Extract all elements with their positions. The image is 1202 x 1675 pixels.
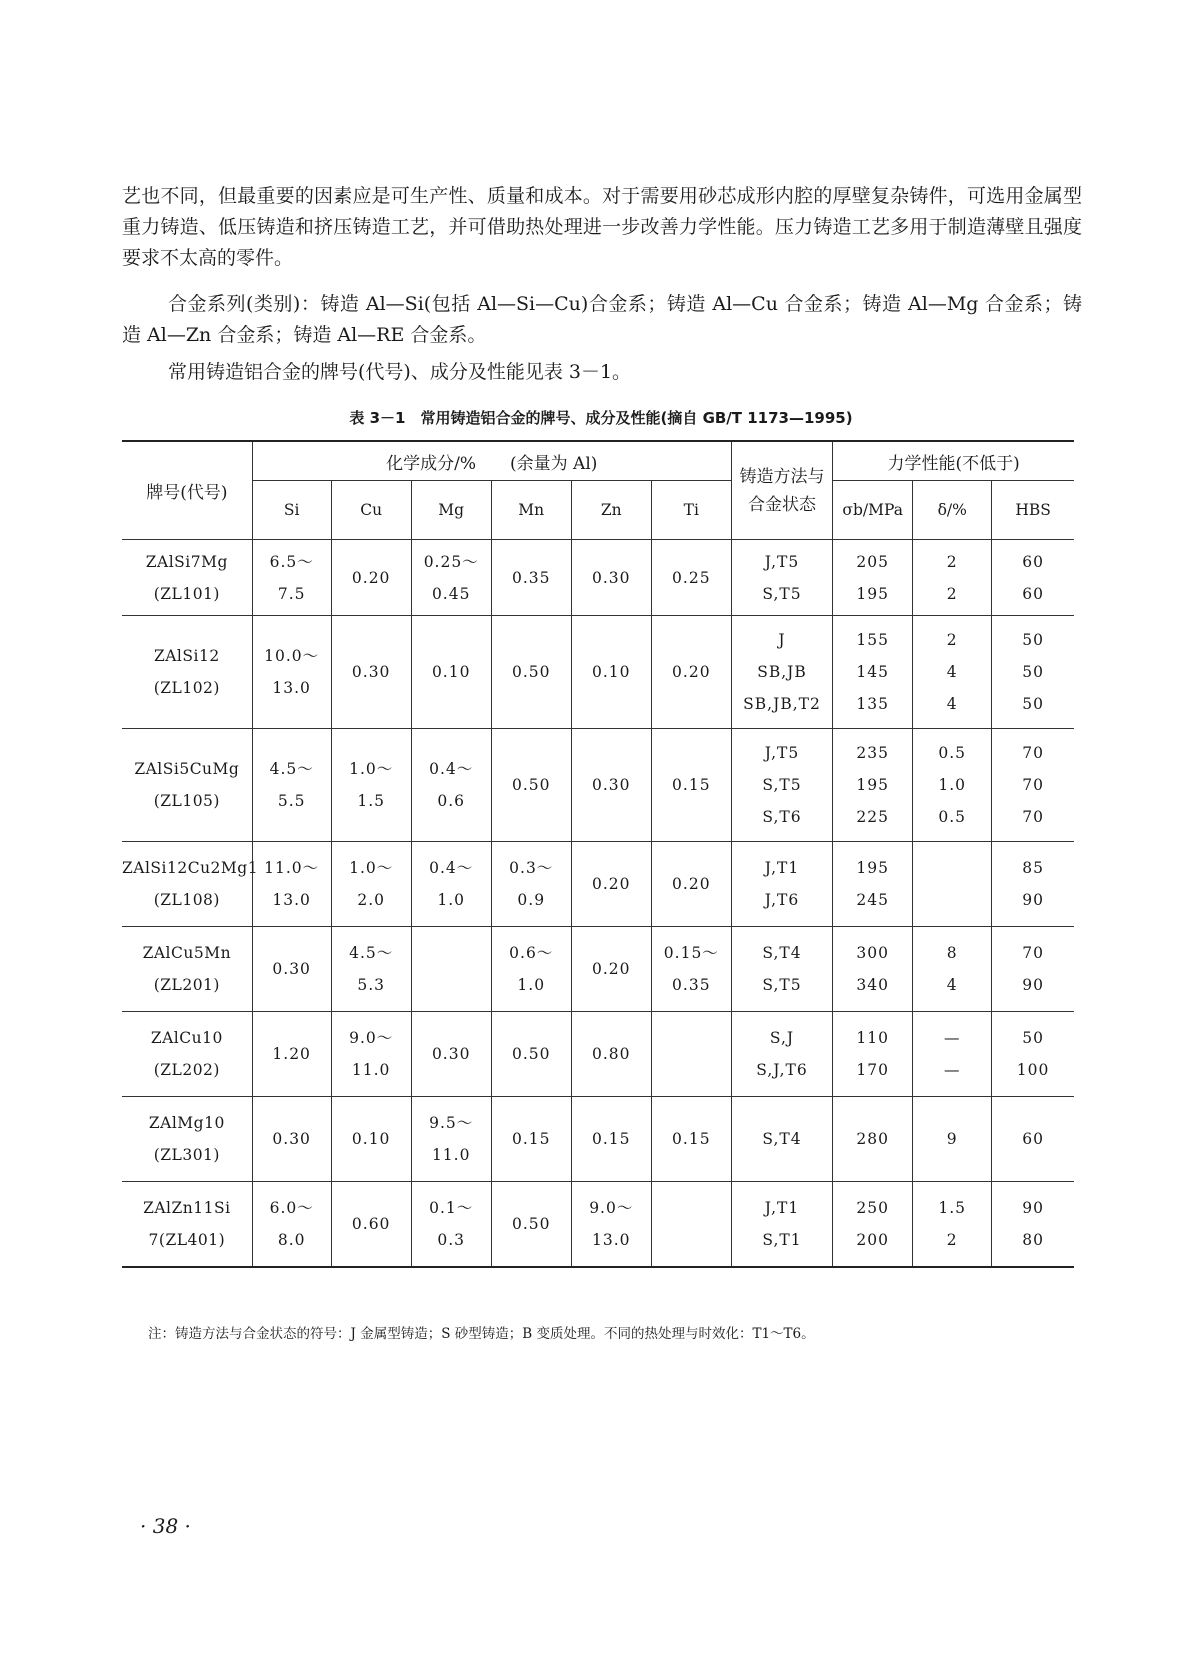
cell-ti [651, 1182, 731, 1267]
cell-method: S,J S,J,T6 [731, 1012, 832, 1097]
cell-hbs: 70 90 [992, 927, 1074, 1012]
page-number: · 38 · [140, 1514, 191, 1538]
table-row [122, 1012, 1074, 1097]
table-row [122, 729, 1074, 842]
header-element-cu: Cu [331, 481, 411, 540]
cell-cu: 9.0～ 11.0 [331, 1012, 411, 1097]
cell-sigma: 280 [833, 1097, 913, 1182]
cell-method: J,T1 J,T6 [731, 842, 832, 927]
cell-delta: — — [913, 1012, 992, 1097]
cell-grade: ZAlSi12Cu2Mg1 (ZL108) [122, 842, 252, 927]
cell-delta: 2 2 [913, 540, 992, 616]
cell-mn: 0.50 [491, 616, 571, 729]
cell-si: 10.0～ 13.0 [252, 616, 331, 729]
cell-si: 1.20 [252, 1012, 331, 1097]
cell-hbs: 60 60 [992, 540, 1074, 616]
cell-si: 6.0～ 8.0 [252, 1182, 331, 1267]
cell-delta: 9 [913, 1097, 992, 1182]
cell-ti: 0.15 [651, 1097, 731, 1182]
table-row [122, 540, 1074, 616]
cell-mg [411, 927, 491, 1012]
cell-cu: 1.0～ 2.0 [331, 842, 411, 927]
cell-sigma: 205 195 [833, 540, 913, 616]
cell-mg: 0.25～ 0.45 [411, 540, 491, 616]
cell-mn: 0.50 [491, 729, 571, 842]
cell-hbs: 70 70 70 [992, 729, 1074, 842]
table-row [122, 1182, 1074, 1267]
cell-method: J,T5 S,T5 [731, 540, 832, 616]
table-row [122, 1097, 1074, 1182]
cell-ti: 0.15～ 0.35 [651, 927, 731, 1012]
body-paragraph-1: 艺也不同，但最重要的因素应是可生产性、质量和成本。对于需要用砂芯成形内腔的厚壁复杂铸件，可选用金属型重力铸造、低压铸造和挤压铸造工艺，并可借助热处理进一步改善力学性能。压力铸造工艺多用于制造薄壁且强度要求不太高的零件。 [122, 185, 1082, 269]
cell-method: S,T4 S,T5 [731, 927, 832, 1012]
cell-sigma: 110 170 [833, 1012, 913, 1097]
cell-mg: 0.1～ 0.3 [411, 1182, 491, 1267]
cell-method: J,T1 S,T1 [731, 1182, 832, 1267]
cell-grade: ZAlSi7Mg (ZL101) [122, 540, 252, 616]
cell-grade: ZAlSi5CuMg (ZL105) [122, 729, 252, 842]
cell-ti: 0.25 [651, 540, 731, 616]
cell-hbs: 50 100 [992, 1012, 1074, 1097]
cell-delta: 2 4 4 [913, 616, 992, 729]
cell-si: 0.30 [252, 927, 331, 1012]
cell-hbs: 50 50 50 [992, 616, 1074, 729]
cell-zn: 0.10 [571, 616, 651, 729]
cell-grade: ZAlZn11Si 7(ZL401) [122, 1182, 252, 1267]
cell-delta [913, 842, 992, 927]
cell-method: J SB,JB SB,JB,T2 [731, 616, 832, 729]
cell-mn: 0.3～ 0.9 [491, 842, 571, 927]
header-grade: 牌号(代号) [122, 441, 252, 540]
header-prop-0: σb/MPa [833, 481, 913, 540]
cell-mn: 0.35 [491, 540, 571, 616]
alloy-properties-table [122, 440, 1074, 1268]
cell-sigma: 155 145 135 [833, 616, 913, 729]
cell-cu: 1.0～ 1.5 [331, 729, 411, 842]
header-element-si: Si [252, 481, 331, 540]
cell-mg: 0.4～ 1.0 [411, 842, 491, 927]
cell-cu: 0.60 [331, 1182, 411, 1267]
cell-sigma: 300 340 [833, 927, 913, 1012]
body-paragraph-3: 常用铸造铝合金的牌号(代号)、成分及性能见表 3－1。 [168, 361, 632, 383]
header-element-mn: Mn [491, 481, 571, 540]
cell-grade: ZAlMg10 (ZL301) [122, 1097, 252, 1182]
cell-zn: 0.30 [571, 729, 651, 842]
cell-sigma: 195 245 [833, 842, 913, 927]
table-note: 注：铸造方法与合金状态的符号：J 金属型铸造；S 砂型铸造；B 变质处理。不同的热处理与时效化：T1～T6。 [148, 1326, 815, 1342]
cell-zn: 0.30 [571, 540, 651, 616]
cell-sigma: 250 200 [833, 1182, 913, 1267]
cell-ti: 0.15 [651, 729, 731, 842]
header-prop-1: δ/% [913, 481, 992, 540]
cell-cu: 0.30 [331, 616, 411, 729]
cell-si: 6.5～ 7.5 [252, 540, 331, 616]
cell-grade: ZAlCu5Mn (ZL201) [122, 927, 252, 1012]
cell-grade: ZAlSi12 (ZL102) [122, 616, 252, 729]
cell-mg: 0.4～ 0.6 [411, 729, 491, 842]
cell-mn: 0.50 [491, 1182, 571, 1267]
cell-si: 11.0～ 13.0 [252, 842, 331, 927]
cell-mg: 9.5～ 11.0 [411, 1097, 491, 1182]
header-element-zn: Zn [571, 481, 651, 540]
cell-cu: 4.5～ 5.3 [331, 927, 411, 1012]
header-mechanical: 力学性能(不低于) [833, 441, 1074, 481]
cell-delta: 0.5 1.0 0.5 [913, 729, 992, 842]
cell-cu: 0.10 [331, 1097, 411, 1182]
cell-method: S,T4 [731, 1097, 832, 1182]
cell-mg: 0.10 [411, 616, 491, 729]
cell-mg: 0.30 [411, 1012, 491, 1097]
header-method: 铸造方法与合金状态 [731, 441, 832, 540]
cell-hbs: 60 [992, 1097, 1074, 1182]
cell-si: 0.30 [252, 1097, 331, 1182]
table-caption: 表 3－1 常用铸造铝合金的牌号、成分及性能(摘自 GB/T 1173—1995) [349, 409, 853, 427]
cell-ti: 0.20 [651, 616, 731, 729]
cell-hbs: 85 90 [992, 842, 1074, 927]
table-row [122, 842, 1074, 927]
cell-zn: 0.80 [571, 1012, 651, 1097]
cell-mn: 0.6～ 1.0 [491, 927, 571, 1012]
cell-zn: 0.15 [571, 1097, 651, 1182]
cell-mn: 0.15 [491, 1097, 571, 1182]
cell-ti: 0.20 [651, 842, 731, 927]
cell-hbs: 90 80 [992, 1182, 1074, 1267]
cell-cu: 0.20 [331, 540, 411, 616]
cell-mn: 0.50 [491, 1012, 571, 1097]
cell-ti [651, 1012, 731, 1097]
header-prop-2: HBS [992, 481, 1074, 540]
cell-zn: 9.0～ 13.0 [571, 1182, 651, 1267]
header-element-mg: Mg [411, 481, 491, 540]
header-element-ti: Ti [651, 481, 731, 540]
cell-grade: ZAlCu10 (ZL202) [122, 1012, 252, 1097]
cell-delta: 8 4 [913, 927, 992, 1012]
body-paragraph-2: 合金系列(类别)：铸造 Al—Si(包括 Al—Si—Cu)合金系；铸造 Al—Cu 合金系；铸造 Al—Mg 合金系；铸造 Al—Zn 合金系；铸造 Al—RE 合金系。 [122, 293, 1082, 346]
table-row [122, 616, 1074, 729]
cell-si: 4.5～ 5.5 [252, 729, 331, 842]
cell-method: J,T5 S,T5 S,T6 [731, 729, 832, 842]
cell-sigma: 235 195 225 [833, 729, 913, 842]
table-row [122, 927, 1074, 1012]
cell-zn: 0.20 [571, 927, 651, 1012]
header-composition: 化学成分/% (余量为 Al) [252, 441, 731, 481]
cell-zn: 0.20 [571, 842, 651, 927]
cell-delta: 1.5 2 [913, 1182, 992, 1267]
